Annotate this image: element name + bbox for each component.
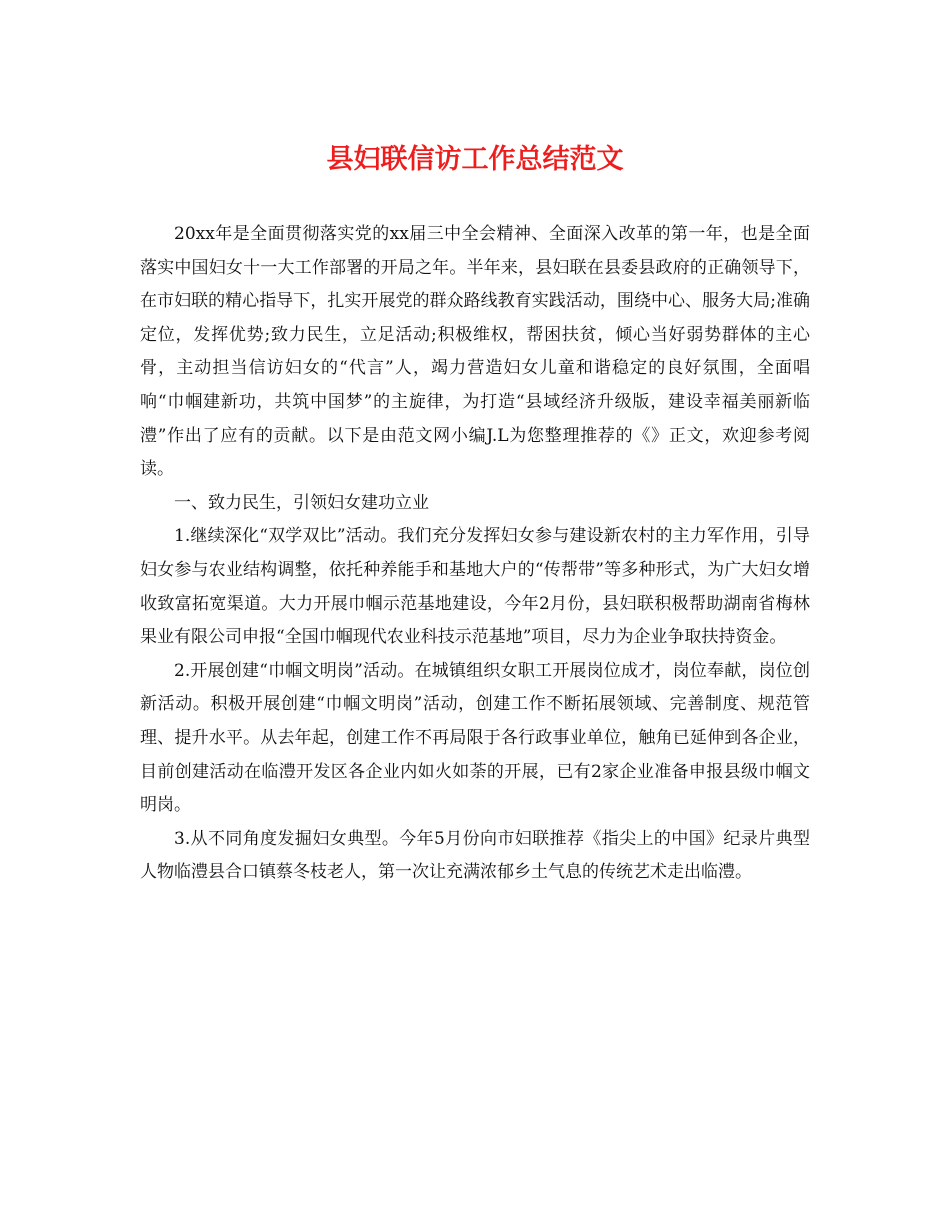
paragraph-intro: 20xx年是全面贯彻落实党的xx届三中全会精神、全面深入改革的第一年，也是全面落实中国妇女十一大工作部署的开局之年。半年来，县妇联在县委县政府的正确领导下，在市妇联的精心指导下，扎实开展党的群众路线教育实践活动，围绕中心、服务大局;准确定位，发挥优势;致力民生，立足活动;积极维权，帮困扶贫，倾心当好弱势群体的主心骨，主动担当信访妇女的“代言”人，竭力营造妇女儿童和谐稳定的良好氛围，全面唱响“巾帼建新功，共筑中国梦”的主旋律，为打造“县域经济升级版，建设幸福美丽新临澧”作出了应有的贡献。以下是由范文网小编J.L为您整理推荐的《》正文，欢迎参考阅读。 [140,224,810,480]
document-title: 县妇联信访工作总结范文 [326,144,624,175]
paragraph-item-3: 3.从不同角度发掘妇女典型。今年5月份向市妇联推荐《指尖上的中国》纪录片典型人物临澧县合口镇蔡冬枝老人，第一次让充满浓郁乡土气息的传统艺术走出临澧。 [140,828,810,883]
paragraph-item-2: 2.开展创建“巾帼文明岗”活动。在城镇组织女职工开展岗位成才，岗位奉献，岗位创新活动。积极开展创建“巾帼文明岗”活动，创建工作不断拓展领域、完善制度、规范管理、提升水平。从去年起，创建工作不再局限于各行政事业单位，触角已延伸到各企业，目前创建活动在临澧开发区各企业内如火如荼的开展，已有2家企业准备申报县级巾帼文明岗。 [140,660,810,816]
paragraph-item-1: 1.继续深化“双学双比”活动。我们充分发挥妇女参与建设新农村的主力军作用，引导妇女参与农业结构调整，依托种养能手和基地大户的“传帮带”等多种形式，为广大妇女增收致富拓宽渠道。大力开展巾帼示范基地建设，今年2月份，县妇联积极帮助湖南省梅林果业有限公司申报“全国巾帼现代农业科技示范基地”项目，尽力为企业争取扶持资金。 [140,526,810,648]
document-body [140,218,810,890]
section-heading: 一、致力民生，引领妇女建功立业 [174,492,429,513]
